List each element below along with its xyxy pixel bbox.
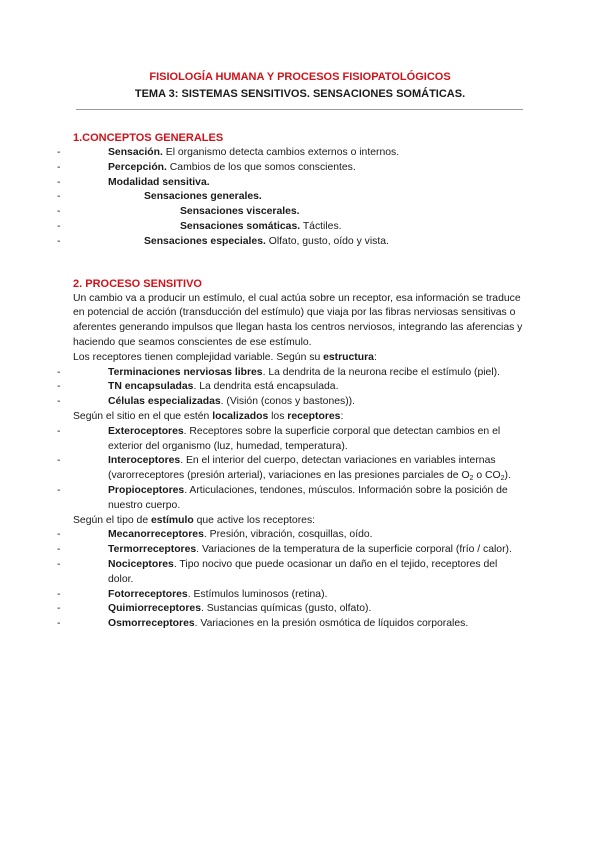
- list-item: - Osmorreceptores. Variaciones en la presión osmótica de líquidos corporales.: [57, 618, 469, 630]
- list-item: - TN encapsuladas. La dendrita está encapsulada.: [57, 381, 339, 393]
- list-item: - Quimiorreceptores. Sustancias químicas (gusto, olfato).: [57, 603, 372, 615]
- section-heading-conceptos: 1.CONCEPTOS GENERALES: [73, 132, 224, 144]
- list-item: - Mecanorreceptores. Presión, vibración, cosquillas, oído.: [57, 529, 373, 541]
- list-item: - Exteroceptores. Receptores sobre la superficie corporal que detectan cambios en el exterior del organismo (luz, humedad, temperatura).: [57, 425, 501, 452]
- list-item: - Interoceptores. En el interior del cuerpo, detectan variaciones en variables internas (varorreceptores (presión arterial), variaciones en las presiones parciales de $O_2$ o $CO_2$).: [57, 455, 511, 483]
- document-title: FISIOLOGÍA HUMANA Y PROCESOS FISIOPATOLÓGICOS: [149, 71, 451, 83]
- estructura-list: [57, 366, 525, 410]
- list-item: - Sensaciones somáticas. Táctiles.: [57, 220, 342, 232]
- estimulo-list: [57, 528, 525, 632]
- estimulo-lead: Según el tipo de estímulo que active los receptores:: [73, 514, 316, 526]
- list-item: - Células especializadas. (Visión (conos y bastones)).: [57, 396, 356, 408]
- localizacion-list: [57, 425, 525, 514]
- list-item: - Termorreceptores. Variaciones de la temperatura de la superficie corporal (frío / calor).: [57, 544, 512, 556]
- list-item: - Sensaciones viscerales.: [57, 206, 300, 218]
- localizacion-lead: Según el sitio en el que estén localizados los receptores:: [73, 410, 344, 422]
- list-item: - Terminaciones nerviosas libres. La dendrita de la neurona recibe el estímulo (piel).: [57, 366, 500, 378]
- list-item: - Sensaciones especiales. Olfato, gusto, oído y vista.: [57, 235, 389, 247]
- section-heading-proceso: 2. PROCESO SENSITIVO: [73, 277, 202, 290]
- list-item: - Modalidad sensitiva.: [57, 176, 210, 188]
- list-item: - Nociceptores. Tipo nocivo que puede ocasionar un daño en el tejido, receptores del dolor.: [57, 558, 498, 585]
- list-item: - Percepción. Cambios de los que somos conscientes.: [57, 161, 356, 173]
- document-subtitle: TEMA 3: SISTEMAS SENSITIVOS. SENSACIONES SOMÁTICAS.: [134, 88, 466, 100]
- conceptos-list: [57, 146, 525, 250]
- header-divider: [76, 109, 523, 110]
- intro-paragraph: Un cambio va a producir un estímulo, el cual actúa sobre un receptor, esa información se traduce en potencial de acción (transducción del estímulo) que viaja por las fibras nerviosas sensitivas o aferentes generando impulsos que llegan hasta los centros nerviosos, integrando las aferencias y haciendo que seamos conscientes de ese estímulo.: [73, 292, 523, 348]
- list-item: - Sensaciones generales.: [57, 191, 262, 203]
- list-item: - Fotorreceptores. Estímulos luminosos (retina).: [57, 588, 328, 600]
- list-item: - Propioceptores. Articulaciones, tendones, músculos. Información sobre la posición de nuestro cuerpo.: [57, 484, 508, 511]
- list-item: - Sensación. El organismo detecta cambios externos o internos.: [57, 147, 400, 158]
- document-body: [57, 131, 525, 632]
- estructura-lead: Los receptores tienen complejidad variable. Según su estructura:: [73, 351, 377, 363]
